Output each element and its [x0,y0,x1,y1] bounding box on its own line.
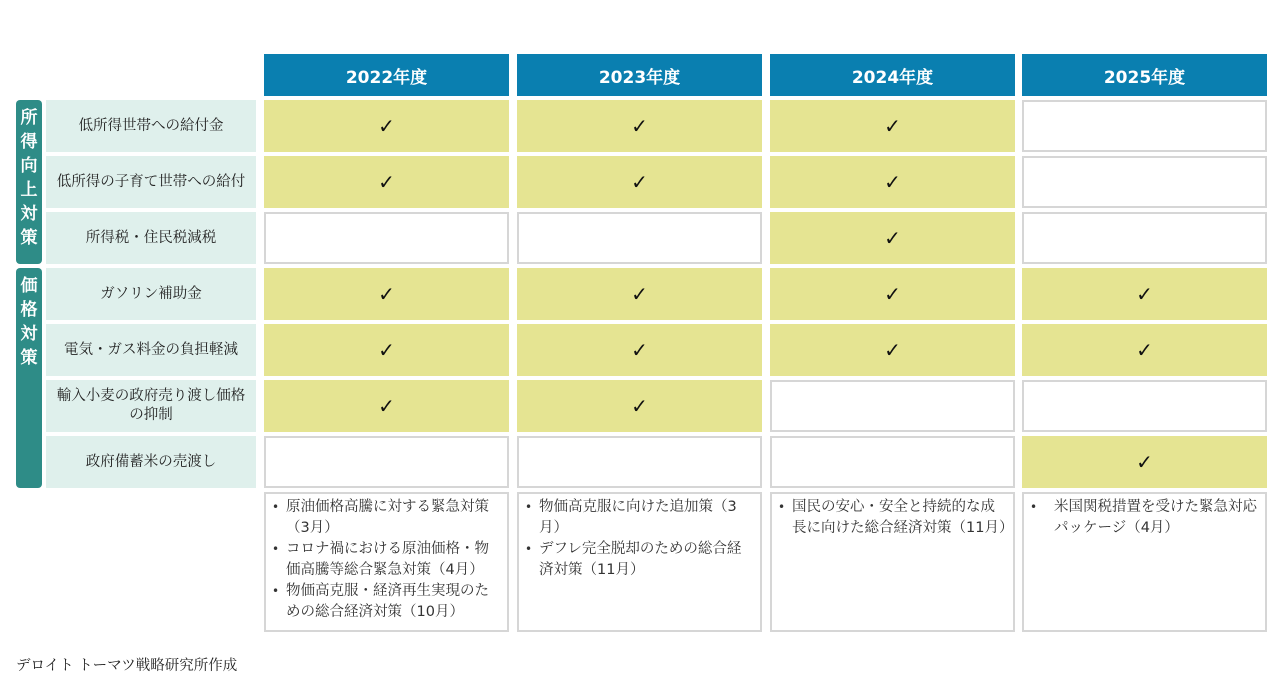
check-icon: ✓ [631,394,648,418]
measures-note-3 [770,492,1015,632]
measures-list [525,497,754,581]
group-label-char: 価 [20,276,38,296]
row-label-text: 輸入小麦の政府売り渡し価格の抑制 [56,388,246,423]
row-label [46,436,256,488]
group-label-char: 策 [20,228,38,248]
matrix-cell [770,156,1015,208]
measures-list-item: • 米国関税措置を受けた緊急対応パッケージ（4月） [1030,497,1259,539]
measures-list-item: • 物価高克服に向けた追加策（3月） [525,497,754,539]
row-label [46,100,256,152]
matrix-cell [517,100,762,152]
measures-list-item: • コロナ禍における原油価格・物価高騰等総合緊急対策（4月） [272,539,501,581]
row-label-text: 電気・ガス料金の負担軽減 [64,341,238,358]
row-label-text: 低所得世帯への給付金 [78,117,224,134]
check-icon: ✓ [884,338,901,362]
check-icon: ✓ [631,282,648,306]
source-note: デロイト トーマツ戦略研究所作成 [16,658,238,674]
matrix-cell [264,268,509,320]
row-label-text: ガソリン補助金 [100,285,202,302]
measures-list [272,497,501,623]
check-icon: ✓ [378,394,395,418]
check-icon: ✓ [884,226,901,250]
year-header-3: 2024年度 [770,54,1015,96]
measures-list-item: • 物価高克服・経済再生実現のための総合経済対策（10月） [272,581,501,623]
group-label-char: 向 [20,156,38,176]
check-icon: ✓ [884,114,901,138]
row-label [46,324,256,376]
check-icon: ✓ [884,282,901,306]
check-icon: ✓ [378,338,395,362]
matrix-cell [1022,380,1267,432]
check-icon: ✓ [884,170,901,194]
matrix-cell [1022,268,1267,320]
matrix-cell [517,268,762,320]
matrix-cell [264,436,509,488]
year-header-2: 2023年度 [517,54,762,96]
matrix-cell [770,268,1015,320]
check-icon: ✓ [378,170,395,194]
group-label-char: 策 [20,348,38,368]
row-label-text: 低所得の子育て世帯への給付 [56,173,246,190]
matrix-cell [517,324,762,376]
measures-list [778,497,1014,539]
check-icon: ✓ [378,282,395,306]
group-label-char: 上 [20,180,38,200]
matrix-cell [517,156,762,208]
matrix-cell [1022,436,1267,488]
year-header-1: 2022年度 [264,54,509,96]
matrix-cell [264,212,509,264]
matrix-cell [1022,324,1267,376]
row-label-text: 政府備蓄米の売渡し [85,453,217,470]
matrix-cell [517,212,762,264]
matrix-cell [264,324,509,376]
measures-list-item: • デフレ完全脱却のための総合経済対策（11月） [525,539,754,581]
measures-list-item: • 原油価格高騰に対する緊急対策（3月） [272,497,501,539]
matrix-cell [770,100,1015,152]
matrix-cell [517,380,762,432]
row-label [46,156,256,208]
matrix-cell [264,100,509,152]
group-label-char: 格 [20,300,38,320]
check-icon: ✓ [1136,282,1153,306]
measures-note-4 [1022,492,1267,632]
matrix-cell [1022,156,1267,208]
check-icon: ✓ [1136,450,1153,474]
matrix-cell [1022,100,1267,152]
row-label-text: 所得税・住民税減税 [85,229,217,246]
matrix-cell [770,380,1015,432]
measures-list-item: • 国民の安心・安全と持続的な成長に向けた総合経済対策（11月） [778,497,1007,539]
group-label-char: 得 [20,132,38,152]
row-label [46,380,256,432]
check-icon: ✓ [1136,338,1153,362]
check-icon: ✓ [631,338,648,362]
check-icon: ✓ [631,114,648,138]
group-label-1 [16,100,42,264]
group-label-char: 所 [20,108,38,128]
measures-list [1030,497,1259,539]
measures-note-2 [517,492,762,632]
group-label-2 [16,268,42,488]
group-label-char: 対 [20,204,38,224]
matrix-cell [264,156,509,208]
matrix-cell [1022,212,1267,264]
group-label-char: 対 [20,324,38,344]
row-label [46,212,256,264]
matrix-cell [770,436,1015,488]
year-header-4: 2025年度 [1022,54,1267,96]
check-icon: ✓ [378,114,395,138]
check-icon: ✓ [631,170,648,194]
matrix-cell [517,436,762,488]
matrix-cell [770,212,1015,264]
row-label [46,268,256,320]
matrix-cell [770,324,1015,376]
matrix-cell [264,380,509,432]
measures-note-1 [264,492,509,632]
